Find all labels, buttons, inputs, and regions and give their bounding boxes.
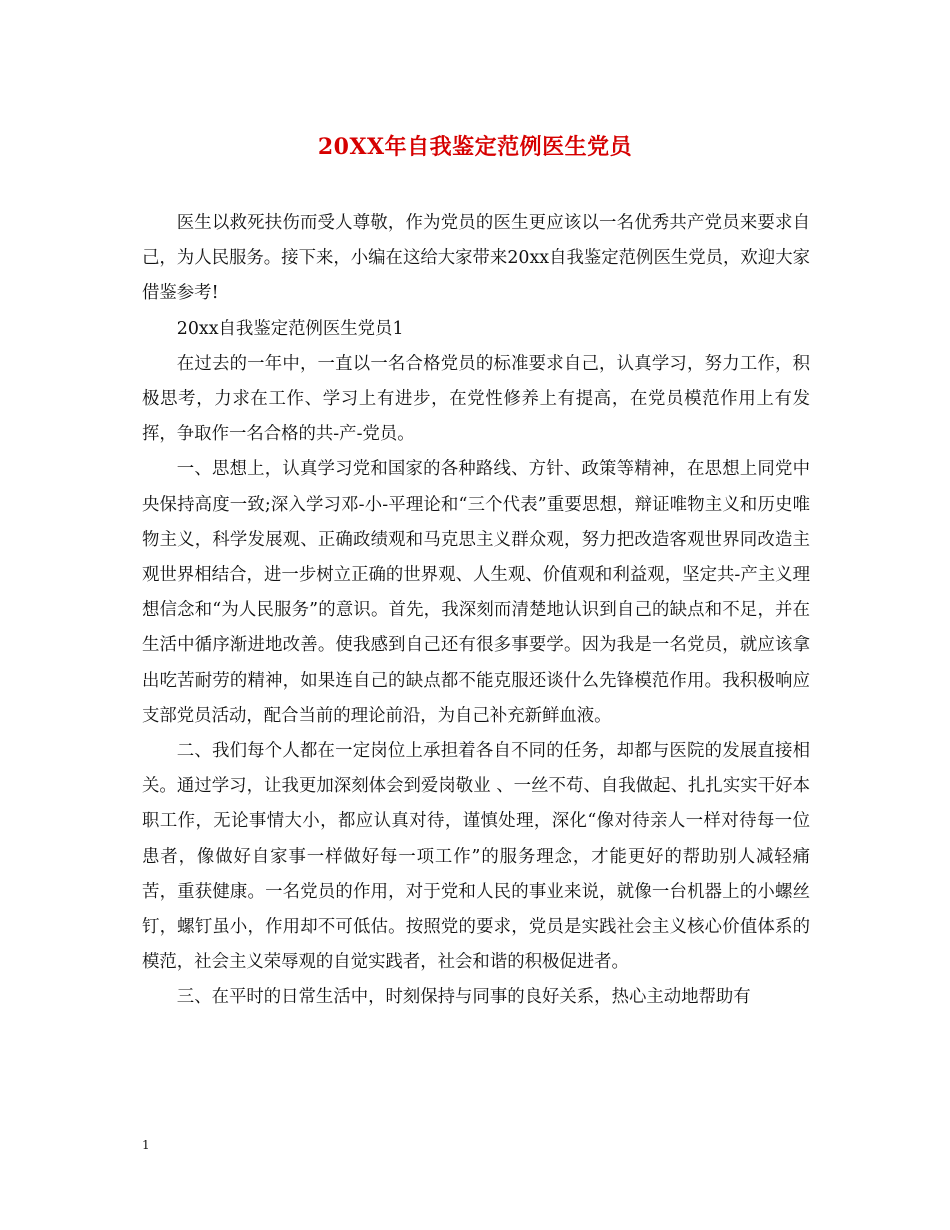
document-body <box>142 206 810 1016</box>
paragraph-overview: 在过去的一年中，一直以一名合格党员的标准要求自己，认真学习，努力工作，积极思考，力求在工作、学习上有进步，在党性修养上有提高，在党员模范作用上有发挥，争取作一名合格的共-产-党员。 <box>142 353 810 445</box>
paragraph-point-two: 二、我们每个人都在一定岗位上承担着各自不同的任务，却都与医院的发展直接相关。通过学习，让我更加深刻体会到爱岗敬业 、一丝不苟、自我做起、扎扎实实干好本职工作，无论事情大小，都应认真对待，谨慎处理，深化“像对待亲人一样对待每一位患者，像做好自家事一样做好每一项工作”的服务理念，才能更好的帮助别人减轻痛苦，重获健康。一名党员的作用，对于党和人民的事业来说，就像一台机器上的小螺丝钉，螺钉虽小，作用却不可低估。按照党的要求，党员是实践社会主义核心价值体系的模范，社会主义荣辱观的自觉实践者，社会和谐的积极促进者。 <box>142 741 810 973</box>
paragraph-section-heading: 20xx自我鉴定范例医生党员1 <box>176 318 404 339</box>
paragraph-intro: 医生以救死扶伤而受人尊敬，作为党员的医生更应该以一名优秀共产党员来要求自己，为人民服务。接下来，小编在这给大家带来20xx自我鉴定范例医生党员，欢迎大家借鉴参考! <box>142 213 810 304</box>
paragraph-point-three: 三、在平时的日常生活中，时刻保持与同事的良好关系，热心主动地帮助有 <box>176 987 751 1008</box>
paragraph-point-one: 一、思想上，认真学习党和国家的各种路线、方针、政策等精神，在思想上同党中央保持高度一致;深入学习邓-小-平理论和“三个代表”重要思想，辩证唯物主义和历史唯物主义，科学发展观、正确政绩观和马克思主义群众观，努力把改造客观世界同改造主观世界相结合，进一步树立正确的世界观、人生观、价值观和利益观，坚定共-产主义理想信念和“为人民服务”的意识。首先，我深刻而清楚地认识到自己的缺点和不足，并在生活中循序渐进地改善。使我感到自己还有很多事要学。因为我是一名党员，就应该拿出吃苦耐劳的精神，如果连自己的缺点都不能克服还谈什么先锋模范作用。我积极响应支部党员活动，配合当前的理论前沿，为自己补充新鲜血液。 <box>142 459 810 726</box>
document-title: 20XX年自我鉴定范例医生党员 <box>317 134 633 160</box>
page-number: 1 <box>142 1138 150 1152</box>
